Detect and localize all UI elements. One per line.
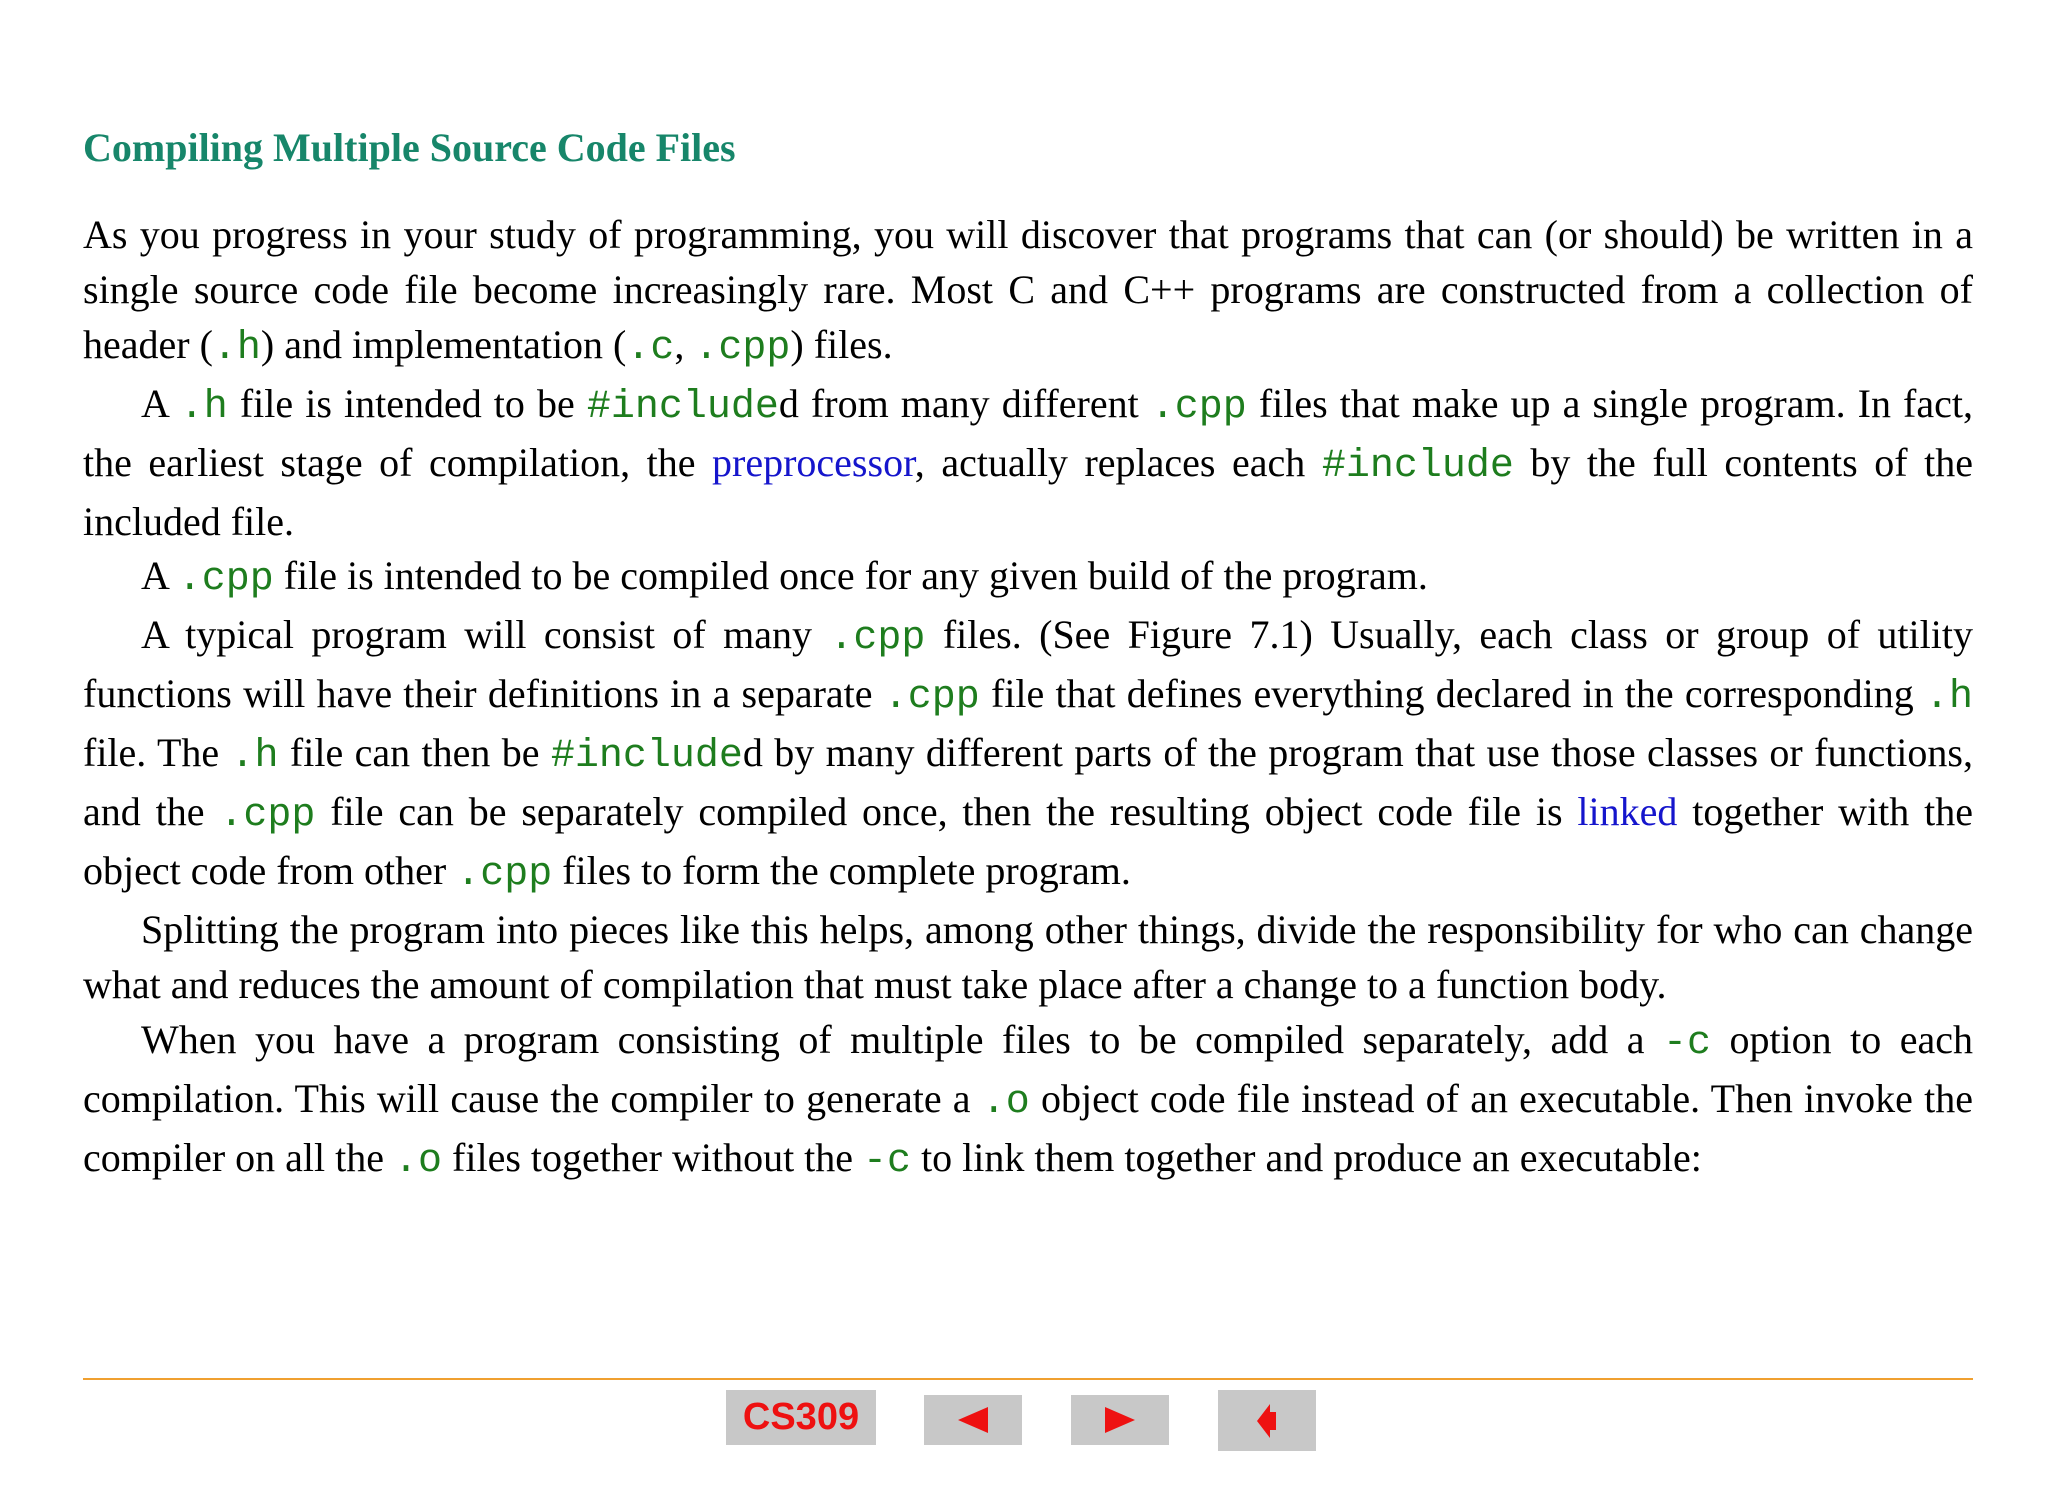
- text-run: file is intended to be: [227, 380, 587, 426]
- linked-link[interactable]: linked: [1577, 789, 1678, 835]
- code-h-ext: .h: [179, 384, 228, 430]
- code-cpp-ext: .cpp: [829, 616, 926, 662]
- text-run: together with the object code from other: [83, 789, 1973, 893]
- text-run: option to each compilation. This will cause the compiler to generate a: [83, 1016, 1974, 1121]
- section-heading: Compiling Multiple Source Code Files: [83, 125, 736, 170]
- text-run: files to form the complete program.: [552, 847, 1131, 893]
- slide-navigation: [0, 1390, 2048, 1450]
- code-cpp-ext: .cpp: [177, 557, 274, 603]
- preprocessor-link[interactable]: preprocessor: [712, 439, 915, 485]
- code-h-ext: .h: [230, 734, 279, 780]
- code-cpp-ext: .cpp: [456, 851, 553, 897]
- course-home-button[interactable]: CS309: [726, 1390, 876, 1445]
- text-run: As you progress in your study of programming, you will discover that programs that can (or should) be written in a single source code file become increasingly rare. Most C and C++ programs are constructed from a collection of header (: [83, 212, 1973, 367]
- previous-slide-button[interactable]: [924, 1395, 1022, 1445]
- text-run: file can be separately compiled once, then the resulting object code file is: [315, 789, 1578, 835]
- text-run: file that defines everything declared in the corresponding: [979, 671, 1925, 717]
- text-run: When you have a program consisting of multiple files to be compiled separately, add a: [141, 1016, 1663, 1062]
- text-run: to link them together and produce an executable:: [911, 1134, 1702, 1180]
- text-run: ) and implementation (: [260, 321, 627, 367]
- body-text: [83, 208, 1973, 1189]
- footer-divider: [83, 1378, 1973, 1380]
- code-h-ext: .h: [1924, 675, 1973, 721]
- text-run: Splitting the program into pieces like this helps, among other things, divide the responsibility for who can change what and reduces the amount of compilation that must take place after a change to a function body.: [83, 906, 1973, 1007]
- paragraph-2: [83, 377, 1973, 550]
- text-run: files. (See Figure 7.1) Usually, each class or group of utility functions will have their definitions in a separate: [83, 612, 1973, 717]
- paragraph-3: [83, 549, 1973, 608]
- text-run: files together without the: [442, 1134, 864, 1180]
- next-slide-button[interactable]: [1071, 1395, 1169, 1445]
- left-triangle-icon: [956, 1405, 990, 1435]
- code-c-flag: -c: [863, 1138, 912, 1184]
- text-run: file can then be: [278, 730, 551, 776]
- text-run: A: [141, 553, 178, 599]
- paragraph-6: [83, 1013, 1973, 1190]
- text-run: d by many different parts of the program that use those classes or functions, and the: [83, 730, 1973, 835]
- code-cpp-ext: .cpp: [883, 675, 980, 721]
- code-c-flag: -c: [1662, 1020, 1711, 1066]
- code-include: #include: [550, 734, 743, 780]
- text-run: , actually replaces each: [914, 439, 1322, 485]
- text-run: A typical program will consist of many: [141, 612, 830, 658]
- code-c-ext: .c: [626, 325, 675, 371]
- code-o-ext: .o: [394, 1138, 443, 1184]
- paragraph-1: [83, 208, 1973, 377]
- text-run: A: [141, 380, 180, 426]
- code-cpp-ext: .cpp: [219, 793, 316, 839]
- text-run: ,: [674, 321, 695, 367]
- paragraph-5: [83, 903, 1973, 1013]
- text-run: file is intended to be compiled once for any given build of the program.: [273, 553, 1428, 599]
- code-cpp-ext: .cpp: [694, 325, 791, 371]
- text-run: object code file instead of an executable. Then invoke the compiler on all the: [83, 1075, 1973, 1180]
- back-button[interactable]: [1218, 1390, 1316, 1451]
- back-arrow-icon: [1254, 1400, 1280, 1442]
- text-run: file. The: [83, 730, 231, 776]
- text-run: by the full contents of the included file.: [83, 439, 1973, 544]
- text-run: files that make up a single program. In fact, the earliest stage of compilation, the: [83, 380, 1974, 485]
- paragraph-4: [83, 608, 1973, 903]
- code-include: #include: [586, 384, 779, 430]
- code-o-ext: .o: [981, 1079, 1030, 1125]
- right-triangle-icon: [1103, 1405, 1137, 1435]
- code-h-ext: .h: [212, 325, 261, 371]
- code-include: #include: [1321, 443, 1514, 489]
- code-cpp-ext: .cpp: [1150, 384, 1247, 430]
- text-run: d from many different: [778, 380, 1151, 426]
- text-run: ) files.: [790, 321, 893, 367]
